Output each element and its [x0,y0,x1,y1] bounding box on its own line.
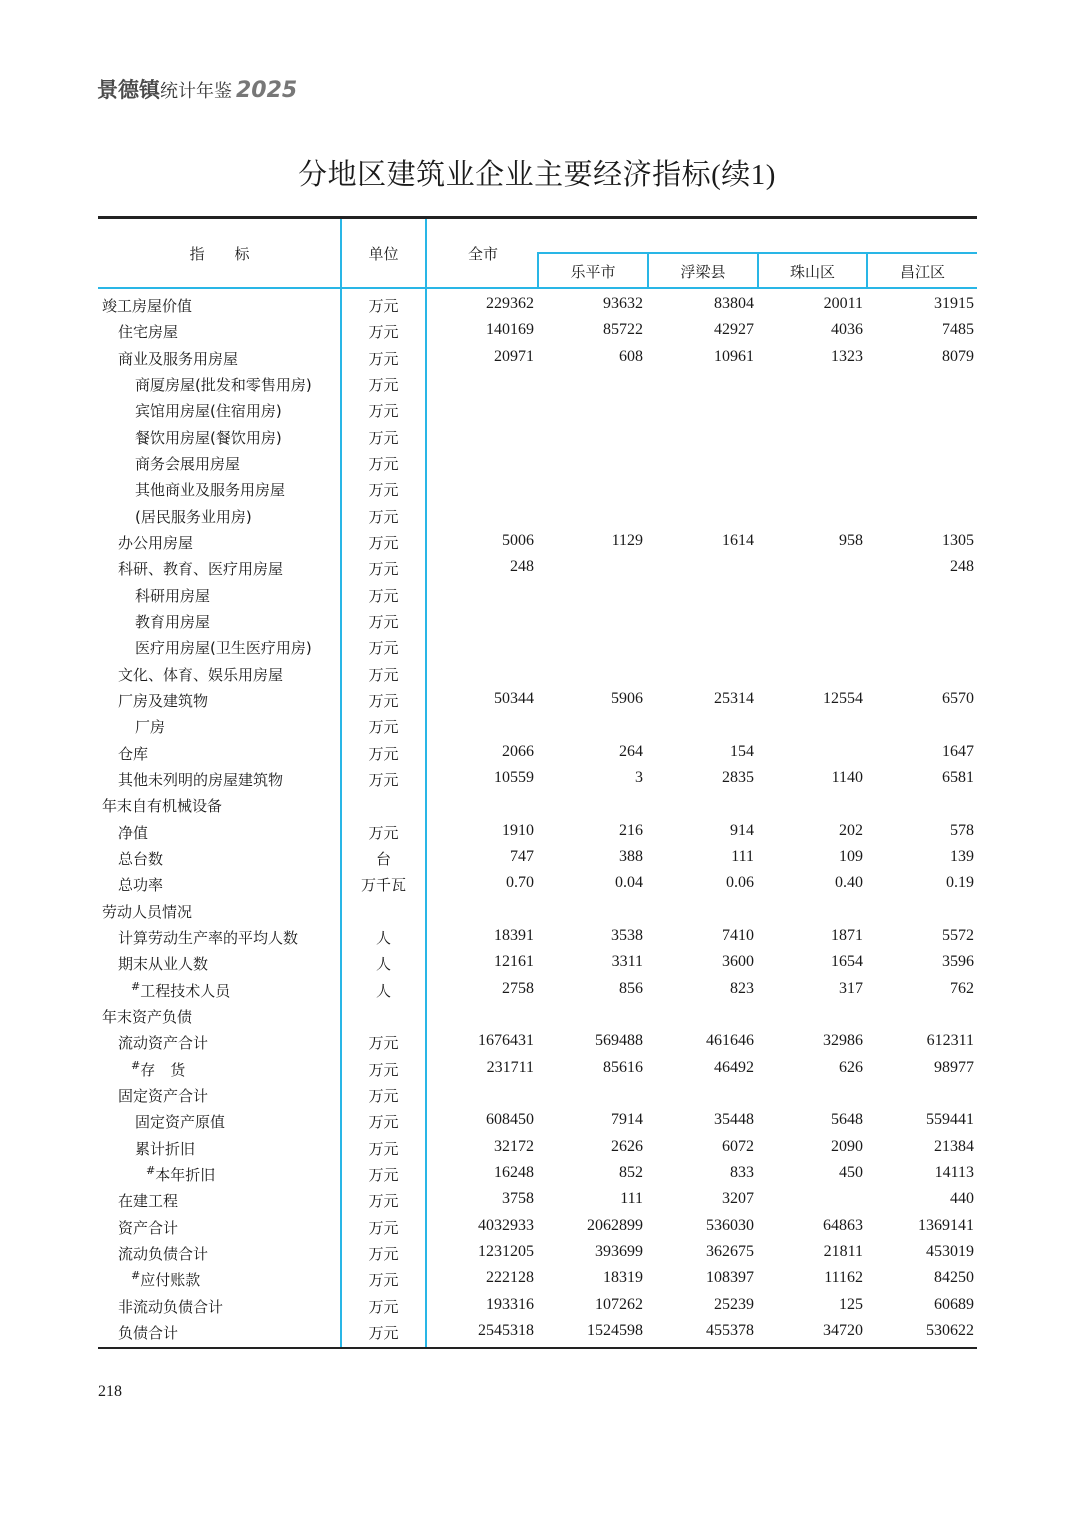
row-unit: 人 [375,981,391,1000]
note-mark: # [131,1269,141,1283]
row-label-text: 本年折旧 [155,1165,216,1184]
cell-region: 84250 [934,1269,974,1287]
cell-region: 125 [839,1295,863,1313]
cell-region: 852 [619,1163,643,1181]
cell-region: 1140 [831,768,863,786]
table-row [0,1322,1074,1348]
cell-region: 856 [619,979,643,997]
table-row [0,427,1074,453]
table-row [0,901,1074,927]
cell-region: 362675 [706,1242,754,1260]
cell-region: 914 [730,821,754,839]
row-unit: 万元 [368,1271,399,1290]
cell-region: 0.19 [946,874,974,892]
cell-total: 1676431 [478,1032,534,1050]
cell-total: 2545318 [478,1321,534,1339]
cell-region: 85616 [603,1058,643,1076]
row-label [146,1164,215,1185]
cell-region: 10961 [714,347,754,365]
row-label [118,1322,178,1343]
cell-region: 1654 [831,953,863,971]
table-row [0,664,1074,690]
row-label-text: 住宅房屋 [118,323,179,342]
table-row [0,348,1074,374]
row-label [131,1059,185,1080]
page-title: 分地区建筑业企业主要经济指标(续1) [298,159,776,191]
cell-region: 1305 [942,531,974,549]
cell-region: 107262 [595,1295,643,1313]
cell-region: 823 [730,979,754,997]
row-label [118,321,178,342]
cell-region: 3207 [722,1190,754,1208]
table-row [0,506,1074,532]
row-label-text: 累计折旧 [135,1139,196,1158]
row-label [118,1243,208,1264]
table-row [0,690,1074,716]
row-unit: 万元 [368,1192,399,1211]
table-row [0,453,1074,479]
row-label-text: 非流动负债合计 [118,1297,224,1316]
row-unit: 万元 [368,1060,399,1079]
row-label [102,901,192,922]
table-row [0,295,1074,321]
row-label-text: 年末自有机械设备 [102,797,223,816]
cell-region: 7485 [942,321,974,339]
row-label-text: 固定资产原值 [135,1113,226,1132]
row-unit: 万元 [368,1034,399,1053]
cell-total: 12161 [494,953,534,971]
cell-region: 536030 [706,1216,754,1234]
row-label [118,1190,178,1211]
cell-total: 608450 [486,1111,534,1129]
row-label-text: 医疗用房屋(卫生医疗用房) [135,639,312,658]
row-unit: 万元 [368,533,399,552]
row-label-text: 年末资产负债 [102,1007,193,1026]
cell-region: 559441 [926,1111,974,1129]
cell-region: 450 [839,1163,863,1181]
table-row [0,585,1074,611]
row-unit: 万元 [368,770,399,789]
cell-region: 833 [730,1163,754,1181]
row-label-text: 固定资产合计 [118,1086,209,1105]
cell-region: 1524598 [587,1321,643,1339]
cell-region: 35448 [714,1111,754,1129]
cell-region: 64863 [823,1216,863,1234]
cell-total: 2758 [502,979,534,997]
row-unit: 万元 [368,1297,399,1316]
cell-region: 1323 [831,347,863,365]
row-label [135,453,240,474]
cell-total: 1910 [502,821,534,839]
header-book: 统计年鉴 [160,81,232,102]
cell-region: 388 [619,847,643,865]
cell-region: 25314 [714,689,754,707]
cell-total: 229362 [486,295,534,312]
table-row [0,1138,1074,1164]
table-row [0,874,1074,900]
row-label-text: 期末从业人数 [118,955,209,974]
row-label [118,348,238,369]
cell-region: 1129 [611,531,643,549]
row-label [118,874,163,895]
table-row [0,1296,1074,1322]
cell-region: 5648 [831,1111,863,1129]
table-row [0,1164,1074,1190]
cell-total: 222128 [486,1269,534,1287]
row-label [118,1032,208,1053]
cell-region: 109 [839,847,863,865]
cell-region: 5906 [611,689,643,707]
row-label-text: 计算劳动生产率的平均人数 [118,928,299,947]
cell-region: 25239 [714,1295,754,1313]
row-label-text: 其他商业及服务用房屋 [135,481,286,500]
cell-region: 1871 [831,926,863,944]
cell-region: 0.06 [726,874,754,892]
cell-region: 216 [619,821,643,839]
row-unit: 万元 [368,428,399,447]
row-label-text: 餐饮用房屋(餐饮用房) [135,428,282,447]
row-label [135,479,285,500]
row-label-text: 竣工房屋价值 [102,297,193,315]
cell-total: 140169 [486,321,534,339]
cell-region: 108397 [706,1269,754,1287]
table-row [0,611,1074,637]
cell-region: 530622 [926,1321,974,1339]
cell-total: 248 [510,558,534,576]
row-unit: 人 [375,928,391,947]
cell-region: 0.40 [835,874,863,892]
row-label-text: 工程技术人员 [140,981,231,1000]
cell-region: 3 [635,768,643,786]
running-header [97,74,297,104]
cell-region: 21811 [823,1242,863,1260]
row-label [118,743,148,764]
note-mark: # [131,1058,141,1072]
row-label-text: 商业及服务用房屋 [118,349,239,368]
table-row [0,532,1074,558]
row-unit: 万元 [368,691,399,710]
row-unit: 万元 [368,323,399,342]
row-unit: 万元 [368,1244,399,1263]
row-unit: 万元 [368,586,399,605]
cell-region: 393699 [595,1242,643,1260]
row-label [118,822,148,843]
table-row [0,1269,1074,1295]
table-row [0,479,1074,505]
cell-region: 455378 [706,1321,754,1339]
table-row [0,321,1074,347]
row-label-text: 商务会展用房屋 [135,454,241,473]
table-row [0,1217,1074,1243]
cell-region: 83804 [714,295,754,312]
row-unit: 万元 [368,612,399,631]
row-label-text: 资产合计 [118,1218,179,1237]
table-row [0,1190,1074,1216]
row-unit: 万元 [368,349,399,368]
cell-region: 264 [619,742,643,760]
table-row [0,637,1074,663]
row-unit: 万元 [368,1323,399,1342]
cell-region: 0.04 [615,874,643,892]
row-unit: 台 [375,849,391,868]
table-row [0,795,1074,821]
cell-region: 34720 [823,1321,863,1339]
page-number: 218 [98,1383,122,1400]
cell-total: 193316 [486,1295,534,1313]
row-label [131,980,230,1001]
row-label-text: 应付账款 [140,1271,201,1290]
row-label-text: 办公用房屋 [118,533,194,552]
cell-total: 50344 [494,689,534,707]
header-region: 浮梁县 [680,263,726,281]
header-city: 景德镇 [97,78,160,102]
table-row [0,980,1074,1006]
row-label [118,664,283,685]
cell-total: 20971 [494,347,534,365]
row-unit: 万元 [368,744,399,763]
row-unit: 万元 [368,402,399,421]
cell-region: 2090 [831,1137,863,1155]
table-row [0,1111,1074,1137]
row-unit: 万元 [368,639,399,658]
row-label [135,716,165,737]
row-label-text: 负债合计 [118,1323,179,1342]
row-unit: 万元 [368,1218,399,1237]
row-unit: 万千瓦 [360,876,406,895]
cell-total: 4032933 [478,1216,534,1234]
row-label [135,1138,195,1159]
header-year: 2025 [236,78,298,103]
row-unit: 万元 [368,1113,399,1132]
header-total: 全市 [467,245,498,263]
cell-total: 10559 [494,768,534,786]
row-label-text: 厂房 [135,718,166,737]
header-indicator: 指 标 [189,245,250,263]
note-mark: # [131,979,141,993]
cell-region: 154 [730,742,754,760]
cell-region: 6581 [942,768,974,786]
header-region: 乐平市 [570,263,616,281]
cell-region: 31915 [934,295,974,312]
cell-region: 608 [619,347,643,365]
cell-region: 111 [731,847,754,865]
row-unit: 万元 [368,560,399,579]
cell-region: 14113 [934,1163,974,1181]
row-label [118,769,283,790]
cell-region: 202 [839,821,863,839]
row-label-text: (居民服务业用房) [135,507,252,526]
cell-region: 569488 [595,1032,643,1050]
cell-region: 46492 [714,1058,754,1076]
cell-region: 32986 [823,1032,863,1050]
cell-region: 85722 [603,321,643,339]
row-label [135,427,282,448]
row-unit: 万元 [368,507,399,526]
table-row [0,927,1074,953]
row-label-text: 总台数 [118,849,164,868]
row-unit: 万元 [368,1139,399,1158]
cell-total: 5006 [502,531,534,549]
table-row [0,1006,1074,1032]
cell-region: 2062899 [587,1216,643,1234]
cell-region: 60689 [934,1295,974,1313]
row-label [102,295,192,316]
cell-region: 98977 [934,1058,974,1076]
cell-region: 3596 [942,953,974,971]
row-unit: 万元 [368,297,399,315]
row-label [135,1111,225,1132]
table-row [0,1032,1074,1058]
cell-total: 2066 [502,742,534,760]
row-label [118,1296,223,1317]
row-unit: 人 [375,955,391,974]
cell-region: 317 [839,979,863,997]
cell-total: 18391 [494,926,534,944]
row-label [118,690,208,711]
row-label [102,1006,192,1027]
cell-region: 3600 [722,953,754,971]
row-unit: 万元 [368,481,399,500]
table-row [0,822,1074,848]
cell-total: 1231205 [478,1242,534,1260]
row-label [131,1269,200,1290]
row-label-text: 文化、体育、娱乐用房屋 [118,665,284,684]
cell-region: 111 [620,1190,643,1208]
table-row [0,558,1074,584]
row-label-text: 劳动人员情况 [102,902,193,921]
row-unit: 万元 [368,1086,399,1105]
cell-region: 1647 [942,742,974,760]
cell-region: 762 [950,979,974,997]
row-label-text: 其他未列明的房屋建筑物 [118,770,284,789]
table-row [0,743,1074,769]
cell-region: 3538 [611,926,643,944]
row-label [135,400,282,421]
row-unit: 万元 [368,375,399,394]
cell-region: 3311 [611,953,643,971]
row-label-text: 科研、教育、医疗用房屋 [118,560,284,579]
table-row [0,848,1074,874]
cell-total: 231711 [486,1058,534,1076]
cell-region: 139 [950,847,974,865]
cell-region: 7914 [611,1111,643,1129]
header-region: 珠山区 [789,263,835,281]
row-label [118,1085,208,1106]
cell-region: 7410 [722,926,754,944]
cell-region: 612311 [926,1032,974,1050]
row-label-text: 净值 [118,823,149,842]
cell-region: 18319 [603,1269,643,1287]
table-row [0,1085,1074,1111]
row-label [102,795,222,816]
cell-region: 1614 [722,531,754,549]
row-label [135,611,210,632]
table-row [0,953,1074,979]
table-row [0,769,1074,795]
row-label [135,374,312,395]
cell-region: 93632 [603,295,643,312]
row-label-text: 仓库 [118,744,149,763]
cell-region: 5572 [942,926,974,944]
row-label-text: 商厦房屋(批发和零售用房) [135,375,312,394]
cell-region: 6570 [942,689,974,707]
row-unit: 万元 [368,454,399,473]
row-label-text: 教育用房屋 [135,612,211,631]
table-row [0,1243,1074,1269]
table-top-rule [98,216,977,219]
row-label [135,637,312,658]
cell-region: 453019 [926,1242,974,1260]
cell-total: 32172 [494,1137,534,1155]
cell-region: 2835 [722,768,754,786]
row-label [135,506,252,527]
row-label-text: 在建工程 [118,1192,179,1211]
cell-region: 42927 [714,321,754,339]
row-unit: 万元 [368,718,399,737]
cell-region: 12554 [823,689,863,707]
row-label-text: 宾馆用房屋(住宿用房) [135,402,282,421]
cell-region: 4036 [831,321,863,339]
row-label-text: 流动资产合计 [118,1034,209,1053]
cell-total: 16248 [494,1163,534,1181]
header-region: 昌江区 [899,263,945,281]
cell-region: 1369141 [918,1216,974,1234]
header-unit: 单位 [368,245,399,263]
row-unit: 万元 [368,1165,399,1184]
cell-region: 20011 [823,295,863,312]
row-label-text: 科研用房屋 [135,586,211,605]
row-unit: 万元 [368,823,399,842]
row-label [118,558,283,579]
cell-region: 440 [950,1190,974,1208]
row-label [118,1217,178,1238]
cell-region: 2626 [611,1137,643,1155]
cell-total: 747 [510,847,534,865]
cell-region: 578 [950,821,974,839]
row-label [118,927,298,948]
row-label [118,953,208,974]
table-row [0,374,1074,400]
cell-region: 248 [950,558,974,576]
cell-region: 6072 [722,1137,754,1155]
row-label-text: 厂房及建筑物 [118,691,209,710]
cell-region: 958 [839,531,863,549]
row-label-text: 存 货 [140,1060,186,1079]
row-label [135,585,210,606]
row-label-text: 总功率 [118,876,164,895]
row-label [118,848,163,869]
table-row [0,1059,1074,1085]
table-row [0,400,1074,426]
cell-region: 461646 [706,1032,754,1050]
cell-total: 3758 [502,1190,534,1208]
note-mark: # [146,1163,156,1177]
row-unit: 万元 [368,665,399,684]
cell-region: 11162 [824,1269,863,1287]
row-label [118,532,193,553]
table-row [0,716,1074,742]
row-label-text: 流动负债合计 [118,1244,209,1263]
cell-total: 0.70 [506,874,534,892]
cell-region: 8079 [942,347,974,365]
cell-region: 626 [839,1058,863,1076]
cell-region: 21384 [934,1137,974,1155]
